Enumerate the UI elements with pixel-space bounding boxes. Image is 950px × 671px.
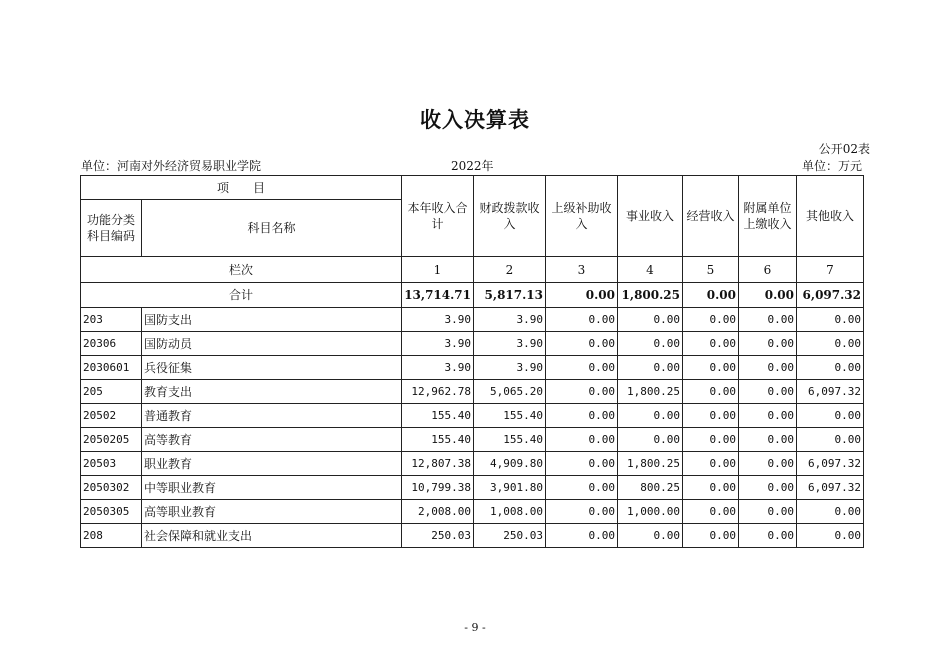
amount-cell: 0.00	[739, 524, 797, 548]
code-header: 功能分类科目编码	[81, 200, 142, 257]
col-header-affiliated: 附属单位上缴收入	[739, 176, 797, 257]
function-code-cell: 2030601	[81, 356, 142, 380]
amount-cell: 155.40	[474, 404, 546, 428]
currency-unit-label: 单位：万元	[801, 159, 862, 173]
col-header-superior-subsidy: 上级补助收入	[546, 176, 618, 257]
subject-name-cell: 高等职业教育	[142, 500, 402, 524]
header-row-1	[81, 176, 864, 200]
amount-cell: 0.00	[797, 332, 864, 356]
amount-cell: 0.00	[618, 524, 683, 548]
amount-cell: 3.90	[474, 356, 546, 380]
subject-name-cell: 教育支出	[142, 380, 402, 404]
amount-cell: 1,800.25	[618, 452, 683, 476]
subject-name-cell: 普通教育	[142, 404, 402, 428]
amount-cell: 0.00	[546, 524, 618, 548]
amount-cell: 0.00	[683, 380, 739, 404]
amount-cell: 3.90	[474, 308, 546, 332]
amount-cell: 5,065.20	[474, 380, 546, 404]
amount-cell: 0.00	[546, 500, 618, 524]
amount-cell: 0.00	[683, 308, 739, 332]
amount-cell: 3.90	[474, 332, 546, 356]
lanci-row	[81, 257, 864, 283]
form-number: 公开02表	[818, 142, 870, 156]
amount-cell: 250.03	[474, 524, 546, 548]
amount-cell: 0.00	[797, 500, 864, 524]
amount-cell: 0.00	[797, 356, 864, 380]
amount-cell: 250.03	[402, 524, 474, 548]
amount-cell: 3.90	[402, 308, 474, 332]
subject-name-cell: 职业教育	[142, 452, 402, 476]
amount-cell: 0.00	[739, 332, 797, 356]
table-row	[81, 452, 864, 476]
item-header: 项 目	[81, 176, 402, 200]
amount-cell: 3,901.80	[474, 476, 546, 500]
function-code-cell: 2050302	[81, 476, 142, 500]
lanci-num: 1	[402, 257, 474, 283]
amount-cell: 0.00	[683, 356, 739, 380]
amount-cell: 1,000.00	[618, 500, 683, 524]
amount-cell: 0.00	[797, 428, 864, 452]
table-row	[81, 308, 864, 332]
amount-cell: 0.00	[546, 428, 618, 452]
subject-name-cell: 国防动员	[142, 332, 402, 356]
lanci-num: 3	[546, 257, 618, 283]
subject-name-cell: 高等教育	[142, 428, 402, 452]
total-value: 0.00	[739, 283, 797, 308]
amount-cell: 0.00	[739, 476, 797, 500]
amount-cell: 4,909.80	[474, 452, 546, 476]
lanci-num: 7	[797, 257, 864, 283]
amount-cell: 0.00	[797, 308, 864, 332]
year-label: 2022年	[451, 159, 494, 173]
income-final-accounts-table	[80, 175, 864, 548]
amount-cell: 0.00	[546, 452, 618, 476]
amount-cell: 3.90	[402, 356, 474, 380]
table-row	[81, 524, 864, 548]
amount-cell: 6,097.32	[797, 452, 864, 476]
amount-cell: 0.00	[739, 356, 797, 380]
total-value: 13,714.71	[402, 283, 474, 308]
amount-cell: 0.00	[739, 500, 797, 524]
amount-cell: 155.40	[474, 428, 546, 452]
amount-cell: 0.00	[546, 308, 618, 332]
amount-cell: 12,962.78	[402, 380, 474, 404]
amount-cell: 0.00	[618, 308, 683, 332]
table-row	[81, 428, 864, 452]
subject-name-cell: 国防支出	[142, 308, 402, 332]
amount-cell: 0.00	[546, 380, 618, 404]
amount-cell: 0.00	[683, 428, 739, 452]
table-row	[81, 500, 864, 524]
function-code-cell: 2050205	[81, 428, 142, 452]
amount-cell: 0.00	[797, 524, 864, 548]
total-value: 6,097.32	[797, 283, 864, 308]
function-code-cell: 2050305	[81, 500, 142, 524]
function-code-cell: 20503	[81, 452, 142, 476]
amount-cell: 0.00	[683, 404, 739, 428]
amount-cell: 0.00	[683, 332, 739, 356]
subject-name-cell: 社会保障和就业支出	[142, 524, 402, 548]
subject-name-cell: 兵役征集	[142, 356, 402, 380]
lanci-num: 6	[739, 257, 797, 283]
amount-cell: 0.00	[739, 308, 797, 332]
total-row	[81, 283, 864, 308]
col-header-other: 其他收入	[797, 176, 864, 257]
function-code-cell: 20306	[81, 332, 142, 356]
total-label: 合计	[81, 283, 402, 308]
table-row	[81, 356, 864, 380]
amount-cell: 155.40	[402, 428, 474, 452]
amount-cell: 800.25	[618, 476, 683, 500]
col-header-operating: 经营收入	[683, 176, 739, 257]
total-value: 0.00	[683, 283, 739, 308]
amount-cell: 0.00	[618, 404, 683, 428]
total-value: 1,800.25	[618, 283, 683, 308]
amount-cell: 0.00	[618, 428, 683, 452]
col-header-fiscal: 财政拨款收入	[474, 176, 546, 257]
table-row	[81, 380, 864, 404]
amount-cell: 3.90	[402, 332, 474, 356]
function-code-cell: 203	[81, 308, 142, 332]
amount-cell: 0.00	[683, 476, 739, 500]
amount-cell: 155.40	[402, 404, 474, 428]
amount-cell: 0.00	[739, 404, 797, 428]
amount-cell: 10,799.38	[402, 476, 474, 500]
amount-cell: 12,807.38	[402, 452, 474, 476]
total-value: 0.00	[546, 283, 618, 308]
page-title: 收入决算表	[420, 107, 530, 132]
function-code-cell: 205	[81, 380, 142, 404]
function-code-cell: 20502	[81, 404, 142, 428]
name-header: 科目名称	[142, 200, 402, 257]
col-header-business: 事业收入	[618, 176, 683, 257]
amount-cell: 0.00	[797, 404, 864, 428]
table-row	[81, 476, 864, 500]
amount-cell: 0.00	[546, 332, 618, 356]
lanci-num: 2	[474, 257, 546, 283]
amount-cell: 0.00	[546, 476, 618, 500]
amount-cell: 0.00	[618, 332, 683, 356]
amount-cell: 0.00	[546, 356, 618, 380]
amount-cell: 6,097.32	[797, 380, 864, 404]
amount-cell: 6,097.32	[797, 476, 864, 500]
table-row	[81, 332, 864, 356]
amount-cell: 0.00	[683, 500, 739, 524]
amount-cell: 0.00	[739, 452, 797, 476]
amount-cell: 0.00	[618, 356, 683, 380]
total-value: 5,817.13	[474, 283, 546, 308]
subject-name-cell: 中等职业教育	[142, 476, 402, 500]
amount-cell: 0.00	[546, 404, 618, 428]
lanci-label: 栏次	[81, 257, 402, 283]
amount-cell: 0.00	[739, 428, 797, 452]
amount-cell: 1,008.00	[474, 500, 546, 524]
col-header-total: 本年收入合计	[402, 176, 474, 257]
amount-cell: 0.00	[683, 524, 739, 548]
amount-cell: 0.00	[739, 380, 797, 404]
unit-label: 单位：河南对外经济贸易职业学院	[81, 159, 262, 173]
amount-cell: 2,008.00	[402, 500, 474, 524]
page-number: - 9 -	[464, 621, 486, 634]
function-code-cell: 208	[81, 524, 142, 548]
amount-cell: 1,800.25	[618, 380, 683, 404]
table-row	[81, 404, 864, 428]
amount-cell: 0.00	[683, 452, 739, 476]
lanci-num: 4	[618, 257, 683, 283]
lanci-num: 5	[683, 257, 739, 283]
